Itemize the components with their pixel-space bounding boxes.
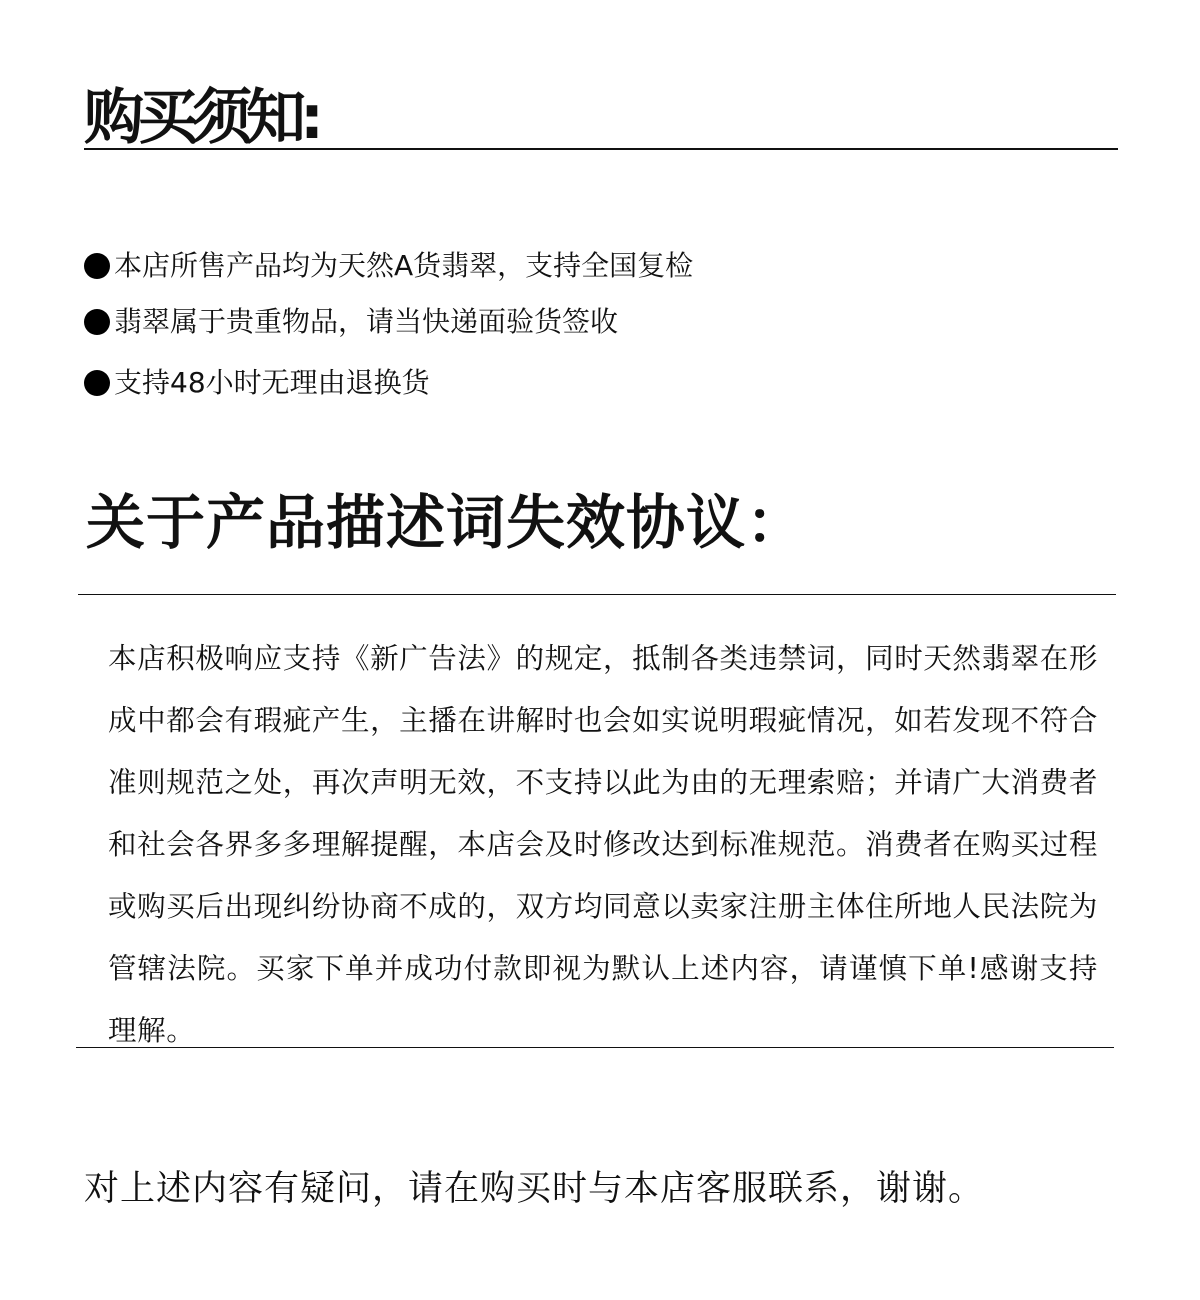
agreement-body: 本店积极响应支持《新广告法》的规定，抵制各类违禁词，同时天然翡翠在形成中都会有瑕疵产生，主播在讲解时也会如实说明瑕疵情况，如若发现不符合准则规范之处，再次声明无效，不支持以此为由的无理索赔；并请广大消费者和社会各界多多理解提醒，本店会及时修改达到标准规范。消费者在购买过程或购买后出现纠纷协商不成的，双方均同意以卖家注册主体住所地人民法院为管辖法院。买家下单并成功付款即视为默认上述内容，请谨慎下单!感谢支持理解。 (108, 642, 1098, 1047)
list-item (84, 244, 693, 288)
purchase-notice-title: 购买须知: (84, 83, 318, 153)
purchase-notice-list (84, 244, 693, 405)
bullet-icon (84, 370, 110, 396)
bullet-icon (84, 253, 110, 279)
list-item (84, 300, 693, 344)
agreement-bottom-divider (76, 1047, 1114, 1048)
agreement-top-divider (78, 594, 1116, 595)
notice-text: 支持48小时无理由退换货 (114, 366, 430, 399)
contact-note: 对上述内容有疑问，请在购买时与本店客服联系，谢谢。 (84, 1169, 985, 1209)
bullet-icon (84, 309, 110, 335)
notice-text: 本店所售产品均为天然A货翡翠，支持全国复检 (114, 249, 694, 282)
list-item (84, 361, 693, 405)
agreement-title: 关于产品描述词失效协议： (86, 488, 807, 557)
title-divider (84, 148, 1118, 150)
notice-text: 翡翠属于贵重物品，请当快递面验货签收 (114, 305, 619, 338)
